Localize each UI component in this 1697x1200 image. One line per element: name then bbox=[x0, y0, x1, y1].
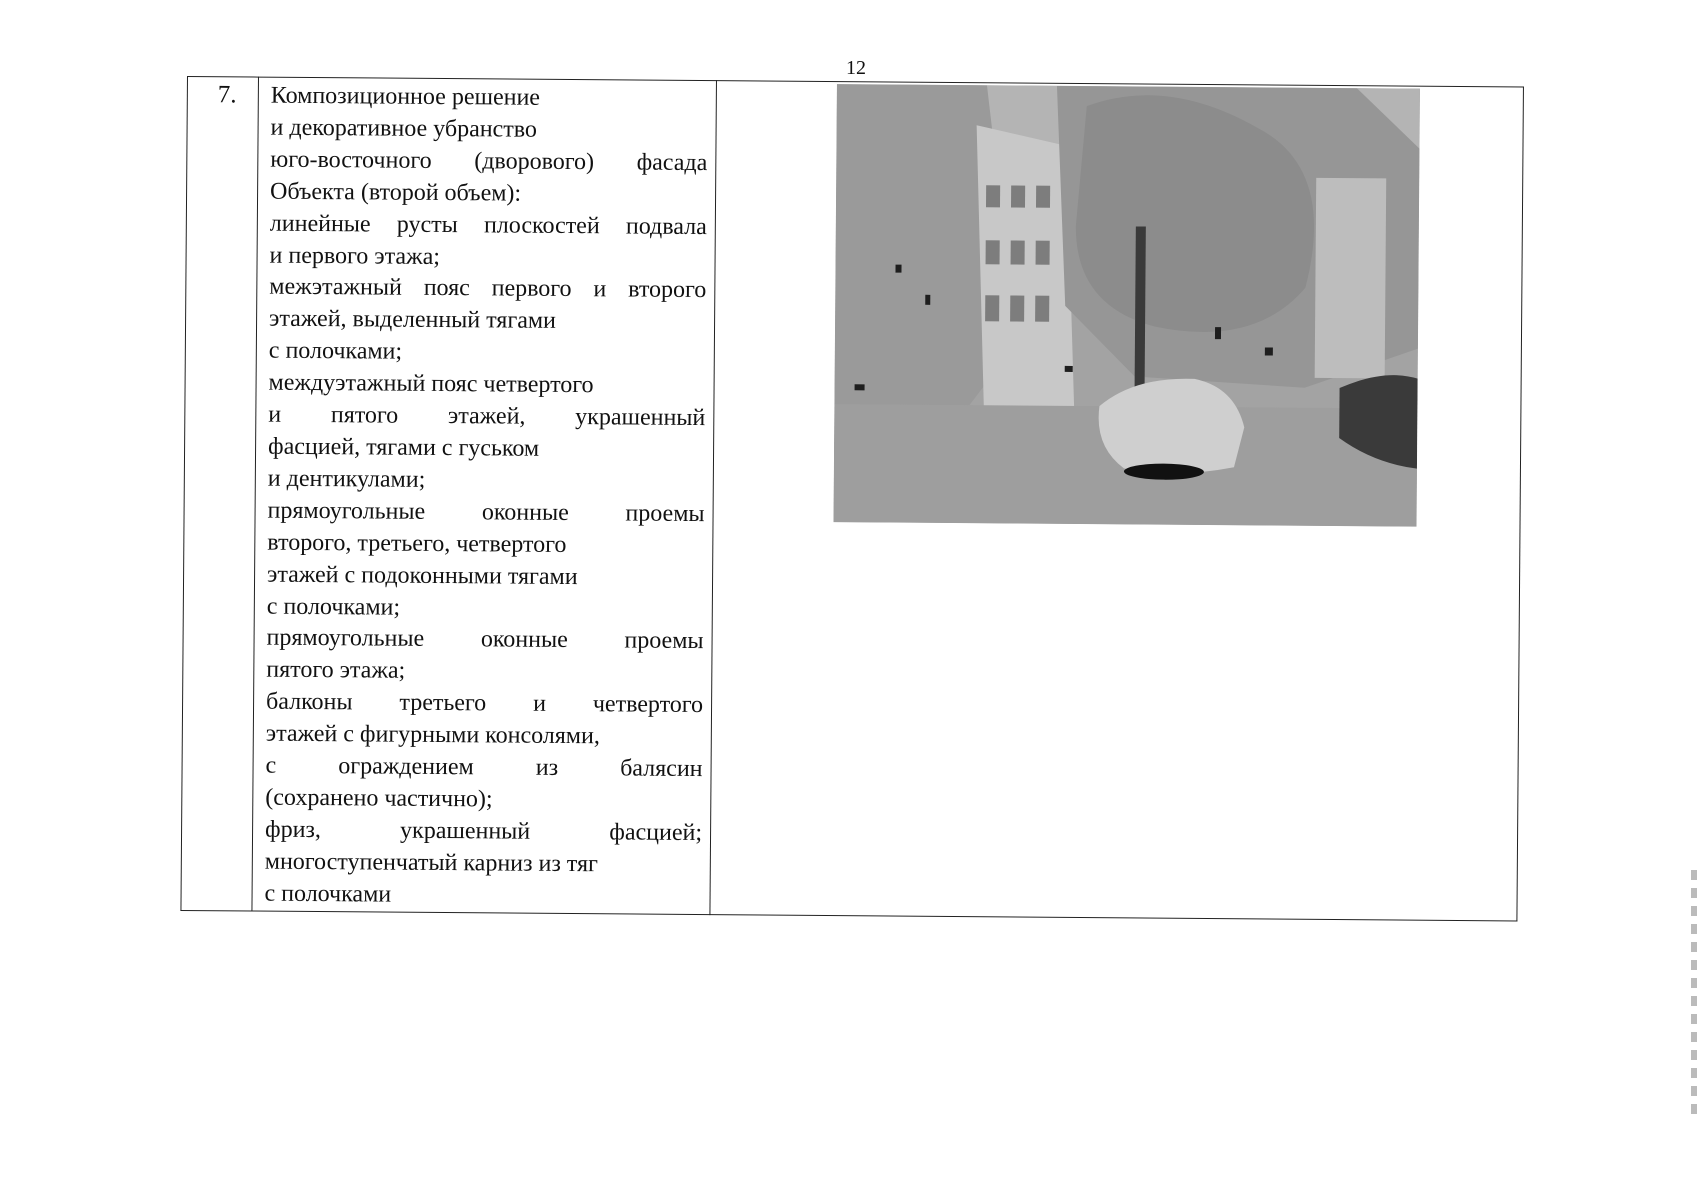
description-line: прямоугольные оконные проемы bbox=[266, 625, 704, 655]
row-photo-cell bbox=[710, 81, 1524, 921]
description-line: многоступенчатый карниз из тяг bbox=[264, 848, 599, 878]
row-number: 7. bbox=[217, 81, 237, 109]
description-line: и первого этажа; bbox=[269, 242, 441, 270]
description-line: Объекта (второй объем): bbox=[269, 178, 522, 207]
description-line: и дентикулами; bbox=[267, 465, 426, 493]
row-description-cell bbox=[252, 77, 717, 914]
page-number: 12 bbox=[846, 57, 866, 79]
description-line: с полочками; bbox=[268, 337, 403, 365]
description-line: второго, третьего, четвертого bbox=[267, 529, 567, 558]
description-line: и декоративное убранство bbox=[270, 114, 538, 143]
description-line: с полочками bbox=[264, 880, 392, 908]
description-line: межэтажный пояс первого и второго bbox=[269, 274, 707, 304]
facade-photo bbox=[834, 84, 1420, 527]
description-line: этажей с фигурными консолями, bbox=[265, 720, 600, 750]
monument-elements-table bbox=[180, 76, 1524, 921]
description-line: и пятого этажей, украшенный bbox=[268, 401, 706, 432]
description-line: прямоугольные оконные проемы bbox=[267, 497, 705, 527]
description-line: этажей, выделенный тягами bbox=[268, 305, 557, 335]
facade-photo-image bbox=[834, 84, 1420, 527]
row-description bbox=[252, 78, 716, 914]
description-line: юго-восточного (дворового) фасада bbox=[270, 146, 708, 176]
scan-edge-artifact bbox=[1691, 870, 1697, 1120]
description-line: пятого этажа; bbox=[266, 656, 406, 685]
description-line: Композиционное решение bbox=[270, 82, 541, 111]
description-line: этажей с подоконными тягами bbox=[266, 561, 578, 590]
description-line: линейные русты плоскостей подвала bbox=[269, 210, 707, 240]
description-line: с ограждением из балясин bbox=[265, 752, 703, 783]
description-line: фриз, украшенный фасцией; bbox=[264, 816, 703, 846]
row-number-cell bbox=[181, 77, 259, 911]
description-line: балконы третьего и четвертого bbox=[265, 688, 704, 719]
description-line: фасцией, тягами с гуськом bbox=[267, 433, 540, 462]
description-line: с полочками; bbox=[266, 593, 401, 621]
description-line: (сохранено частично); bbox=[265, 784, 493, 813]
table-row bbox=[181, 77, 1524, 921]
description-line: междуэтажный пояс четвертого bbox=[268, 369, 594, 399]
